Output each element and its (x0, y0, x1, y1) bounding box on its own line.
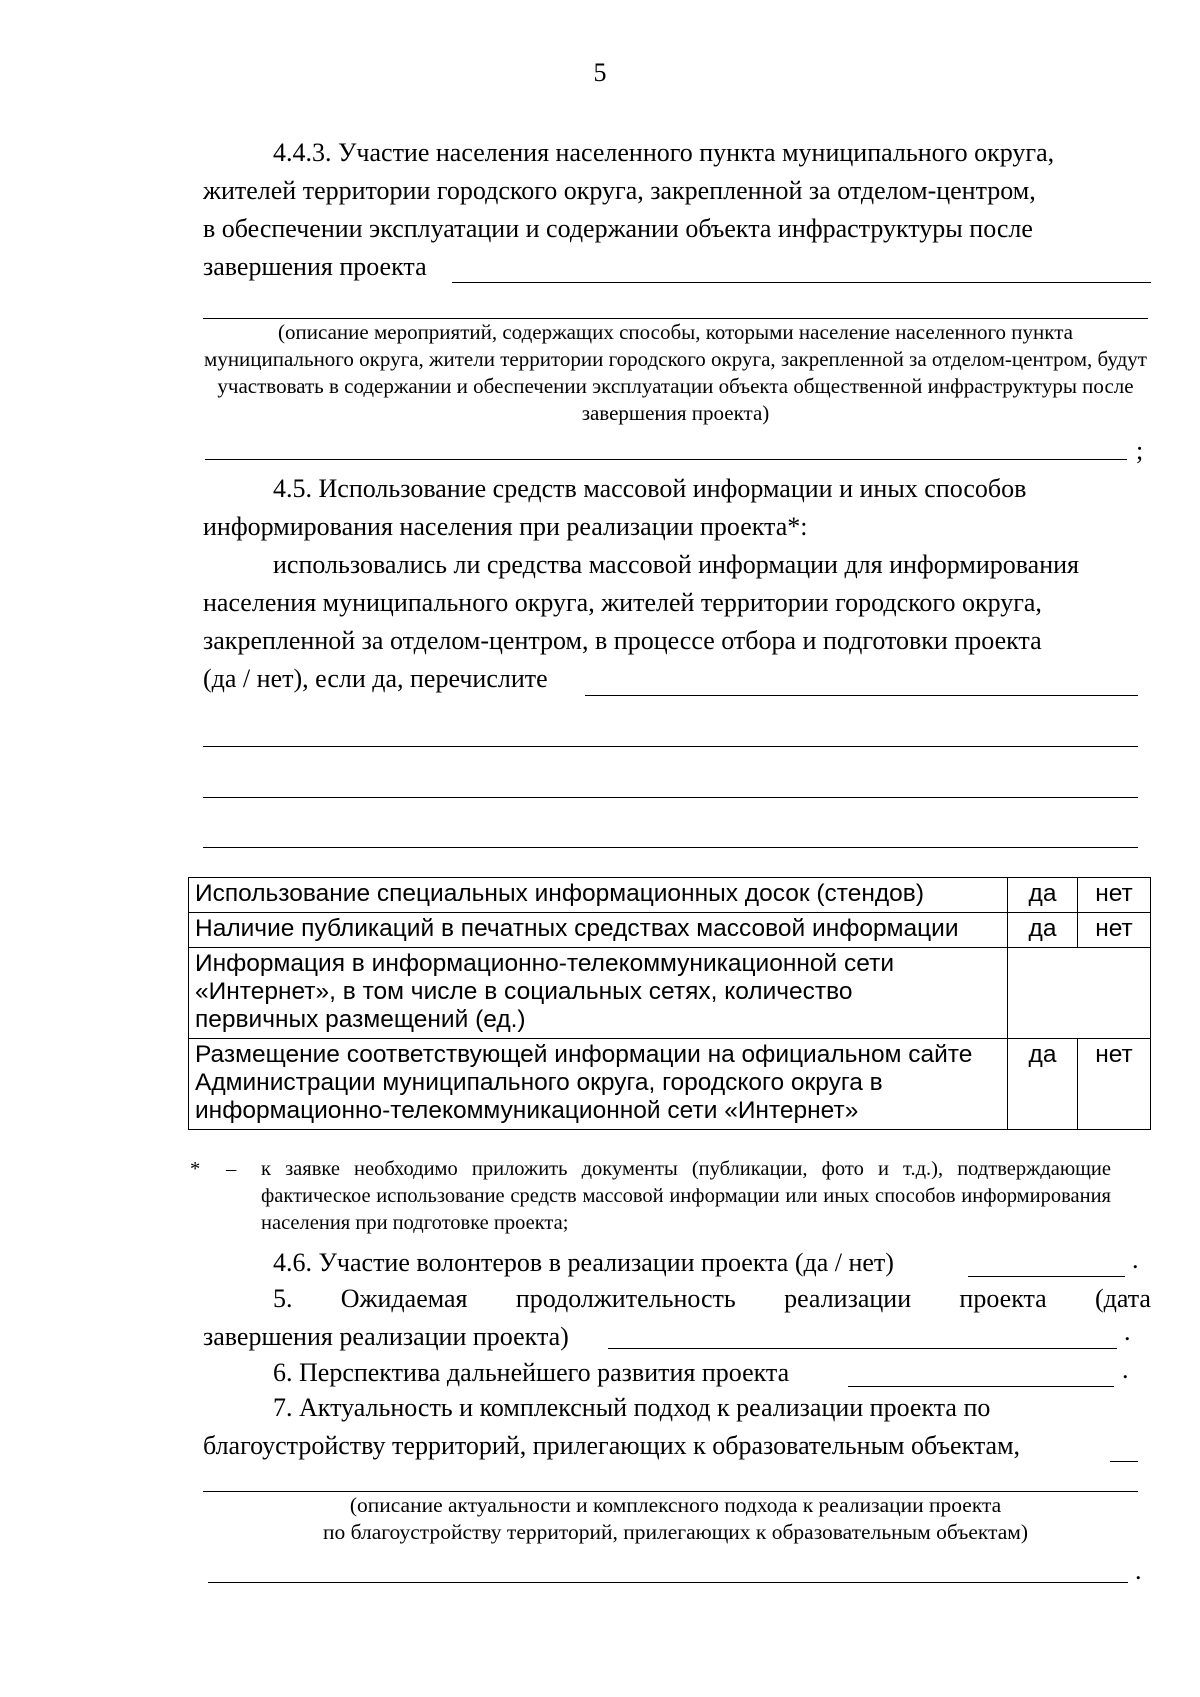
table-row (189, 913, 1151, 948)
semicolon-4-4-3: ; (1136, 436, 1144, 465)
section-4-4-3-line-4: завершения проекта (203, 252, 427, 281)
media-usage-table (188, 877, 1151, 1130)
section-5-number: 5. (273, 1284, 293, 1313)
page-number: 5 (593, 58, 607, 87)
end-mark-7: . (1135, 1556, 1142, 1585)
fill-line-7-a[interactable] (1110, 1461, 1138, 1462)
fill-line-4-6[interactable] (968, 1276, 1125, 1277)
no-option[interactable]: нет (1078, 1039, 1151, 1130)
fill-line-4-5-a[interactable] (585, 695, 1138, 696)
section-4-6-text: 4.6. Участие волонтеров в реализации проекта (да / нет) (273, 1248, 894, 1277)
table-cell-label: Информация в информационно-телекоммуникационной сети «Интернет», в том числе в социальных сетях, количество первичных размещений (ед.) (189, 948, 1008, 1039)
caption-7-line-1: (описание актуальности и комплексного подхода к реализации проекта (349, 1493, 1002, 1517)
section-4-4-3-line-1: 4.4.3. Участие населения населенного пункта муниципального округа, (273, 138, 1055, 167)
fill-line-4-4-3-a[interactable] (452, 282, 1151, 283)
count-input-cell[interactable] (1008, 948, 1151, 1039)
section-4-5 (203, 470, 1151, 698)
fill-line-6[interactable] (848, 1386, 1114, 1387)
section-5-word: (дата (1094, 1284, 1151, 1313)
end-mark-5: . (1124, 1317, 1131, 1346)
table-row (189, 878, 1151, 913)
section-4-4-3-line-2: жителей территории городского округа, закрепленной за отделом-центром, (203, 176, 1036, 205)
section-4-5-line-2: информирования населения при реализации проекта*: (203, 512, 808, 541)
section-4-5-question-line-4: (да / нет), если да, перечислите (203, 664, 548, 693)
caption-7 (203, 1492, 1148, 1546)
table-cell-label: Наличие публикаций в печатных средствах массовой информации (189, 913, 1008, 948)
section-5-word: проекта (959, 1284, 1047, 1313)
section-4-4-3 (203, 134, 1151, 286)
table-row (189, 948, 1151, 1039)
footnote-star: * (190, 1158, 201, 1180)
yes-option[interactable]: да (1008, 1039, 1078, 1130)
fill-line-4-5-b[interactable] (203, 746, 1138, 747)
section-5-word: продолжительность (515, 1284, 736, 1313)
fill-line-7-c[interactable] (208, 1582, 1128, 1583)
section-5 (203, 1280, 1151, 1356)
end-mark-4-6: . (1132, 1245, 1139, 1274)
end-mark-6: . (1122, 1355, 1129, 1384)
section-6-text: 6. Перспектива дальнейшего развития проекта (273, 1358, 790, 1387)
section-7-line-2: благоустройству территорий, прилегающих к образовательным объектам, (203, 1431, 1021, 1460)
caption-4-4-3: (описание мероприятий, содержащих способы, которыми население населенного пункта муниципального округа, жители территории городского округа, закрепленной за отделом-центром, будут участвовать в содержании и обеспечении эксплуатации объекта общественной инфраструктуры после завершения проекта) (204, 320, 1147, 425)
no-option[interactable]: нет (1078, 913, 1151, 948)
table-cell-label: Использование специальных информационных досок (стендов) (189, 878, 1008, 913)
section-5-word: Ожидаемая (340, 1284, 468, 1313)
yes-option[interactable]: да (1008, 913, 1078, 948)
caption-7-line-2: по благоустройству территорий, прилегающих к образовательным объектам) (322, 1520, 1029, 1544)
table-cell-label: Размещение соответствующей информации на официальном сайте Администрации муниципального округа, городского округа в информационно-телекоммуникационной сети «Интернет» (189, 1039, 1008, 1130)
yes-option[interactable]: да (1008, 878, 1078, 913)
section-5-line-1 (203, 1280, 1151, 1318)
section-7-line-1: 7. Актуальность и комплексный подход к реализации проекта по (273, 1393, 991, 1422)
fill-line-5[interactable] (608, 1348, 1117, 1349)
footnote-dash: – (226, 1158, 237, 1180)
table-row (189, 1039, 1151, 1130)
section-7 (203, 1389, 1151, 1465)
no-option[interactable]: нет (1078, 878, 1151, 913)
section-4-5-line-1: 4.5. Использование средств массовой информации и иных способов (273, 474, 1027, 503)
fill-line-4-5-d[interactable] (203, 847, 1138, 848)
section-4-4-3-line-3: в обеспечении эксплуатации и содержании объекта инфраструктуры после (203, 214, 1033, 243)
fill-line-4-5-c[interactable] (203, 797, 1138, 798)
section-5-word: реализации (784, 1284, 912, 1313)
footnote-text: к заявке необходимо приложить документы (публикации, фото и т.д.), подтверждающие фактическое использование средств массовой информации или иных способов информирования населения при подготовке проекта; (261, 1158, 1111, 1234)
section-5-line-2: завершения реализации проекта) (203, 1322, 569, 1351)
section-4-5-question-line-3: закрепленной за отделом-центром, в процессе отбора и подготовки проекта (203, 626, 1042, 655)
fill-line-4-4-3-c[interactable] (205, 459, 1127, 460)
section-4-5-question-line-2: населения муниципального округа, жителей территории городского округа, (203, 588, 1042, 617)
section-4-5-question-line-1: использовались ли средства массовой информации для информирования (273, 550, 1080, 579)
